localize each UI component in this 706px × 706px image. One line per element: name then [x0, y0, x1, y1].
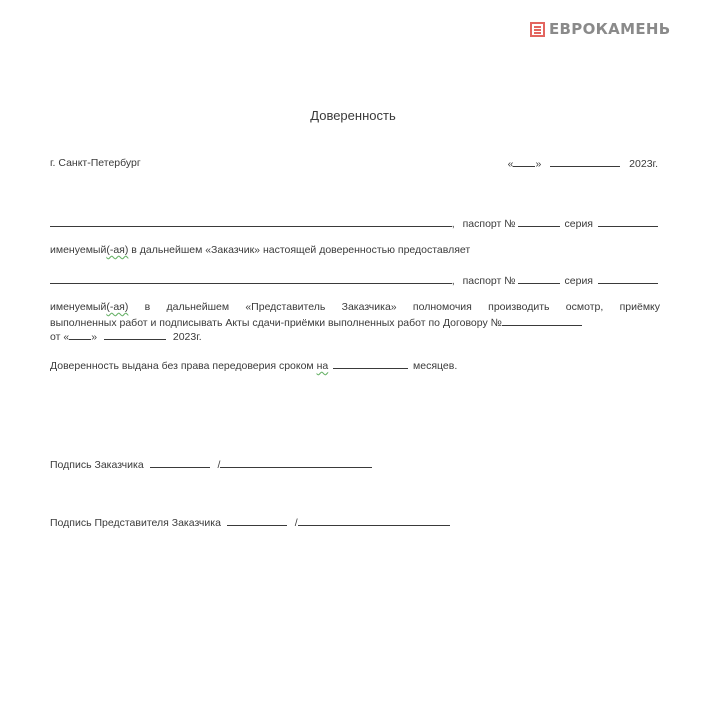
logo-text: ЕВРОКАМЕНЬ [549, 20, 671, 38]
powers-text-line-2: выполненных работ и подписывать Акты сдачи-приёмки выполненных работ по Договору № [50, 316, 660, 329]
customer-signature-line: Подпись Заказчика / [50, 458, 660, 471]
passport-number-blank [518, 217, 560, 227]
city-text: г. Санкт-Петербург [50, 157, 141, 169]
passport-number-blank [518, 274, 560, 284]
customer-signature-label: Подпись Заказчика [50, 459, 144, 471]
series-blank [598, 274, 658, 284]
contract-date-blank [104, 330, 166, 340]
representative-signature-blank [227, 516, 287, 526]
customer-name-blank [50, 216, 452, 227]
document-title: Доверенность [310, 108, 396, 123]
powers-text-line-3: от « » 2023г. [50, 331, 202, 343]
powers-text-line-1: именуемый(-ая) в дальнейшем «Представитель Заказчика» полномочия производить осмотр, приёмку [50, 301, 660, 313]
passport-label: паспорт № [462, 218, 516, 230]
customer-name-print-blank [220, 458, 372, 468]
company-logo [530, 20, 670, 38]
contract-number-blank [502, 316, 582, 326]
representative-identity-line: , паспорт № серия [50, 273, 658, 287]
date-field: « » 2023г. [507, 158, 658, 170]
representative-name-blank [50, 273, 452, 284]
customer-text: именуемый(-ая) в дальнейшем «Заказчик» настоящей доверенностью предоставляет [50, 244, 471, 256]
series-label: серия [564, 275, 593, 287]
term-months-blank [333, 359, 408, 369]
customer-signature-blank [150, 458, 210, 468]
representative-signature-line: Подпись Представителя Заказчика / [50, 516, 660, 529]
customer-identity-line: , паспорт № серия [50, 216, 658, 230]
representative-name-print-blank [298, 516, 450, 526]
series-blank [598, 217, 658, 227]
eurokamen-logo-icon [530, 22, 545, 37]
passport-label: паспорт № [462, 275, 516, 287]
series-label: серия [564, 218, 593, 230]
representative-signature-label: Подпись Представителя Заказчика [50, 517, 221, 529]
term-text: Доверенность выдана без права передоверия сроком на месяцев. [50, 360, 458, 372]
date-year: 2023г. [629, 158, 658, 170]
